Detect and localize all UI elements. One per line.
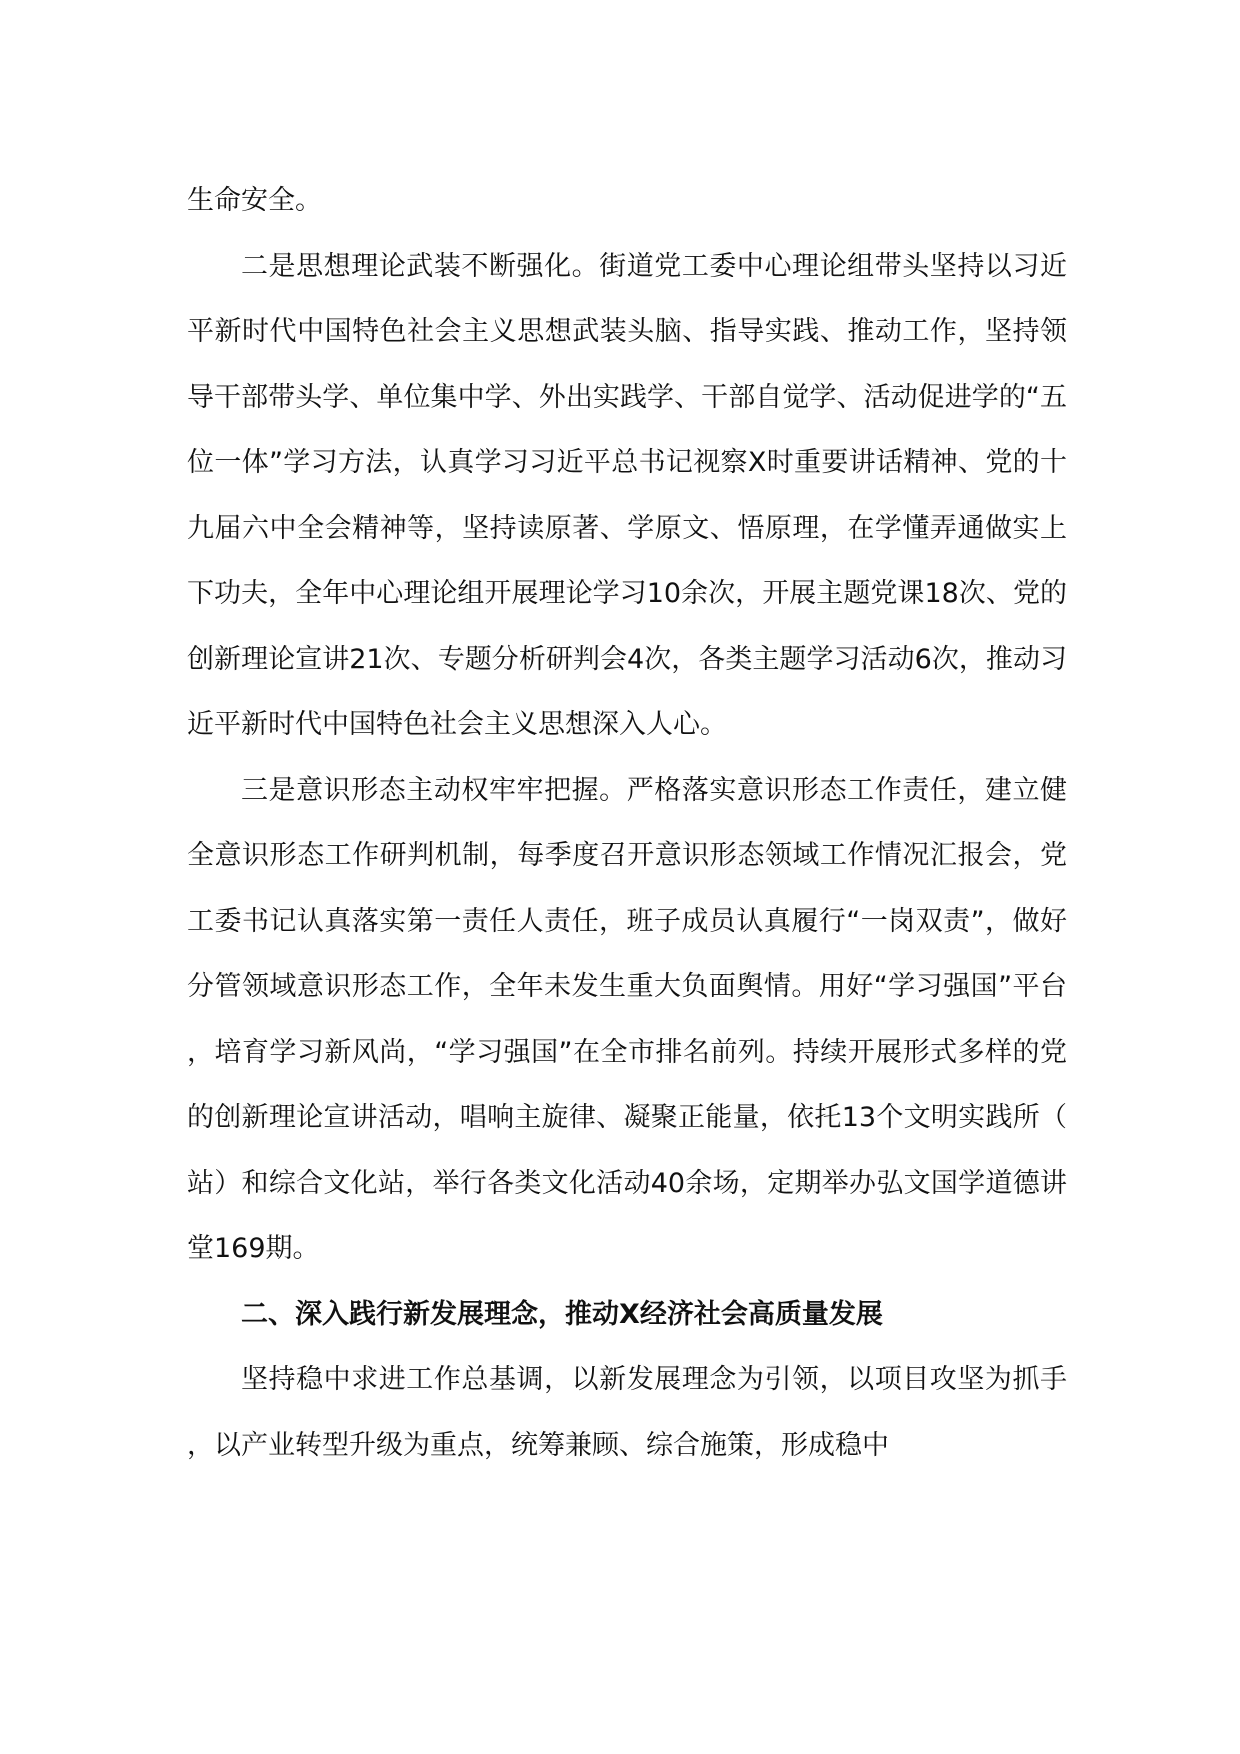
paragraph-ideology: 三是意识形态主动权牢牢把握。严格落实意识形态工作责任，建立健全意识形态工作研判机制，每季度召开意识形态领域工作情况汇报会，党工委书记认真落实第一责任人责任，班子成员认真履行“一岗双责”，做好分管领域意识形态工作，全年未发生重大负面舆情。用好“学习强国”平台，培育学习新风尚，“学习强国”在全市排名前列。持续开展形式多样的党的创新理论宣讲活动，唱响主旋律、凝聚正能量，依托13个文明实践所（站）和综合文化站，举行各类文化活动40余场，定期举办弘文国学道德讲堂169期。 <box>187 774 1067 1264</box>
paragraph-continuation: 生命安全。 <box>187 185 322 216</box>
paragraph-theory-study: 二是思想理论武装不断强化。街道党工委中心理论组带头坚持以习近平新时代中国特色社会主义思想武装头脑、指导实践、推动工作，坚持领导干部带头学、单位集中学、外出实践学、干部自觉学、活动促进学的“五位一体”学习方法，认真学习习近平总书记视察X时重要讲话精神、党的十九届六中全会精神等，坚持读原著、学原文、悟原理，在学懂弄通做实上下功夫，全年中心理论组开展理论学习10余次，开展主题党课18次、党的创新理论宣讲21次、专题分析研判会4次，各类主题学习活动6次，推动习近平新时代中国特色社会主义思想深入人心。 <box>187 250 1067 740</box>
section-heading: 二、深入践行新发展理念，推动X经济社会高质量发展 <box>241 1298 883 1330</box>
paragraph-development: 坚持稳中求进工作总基调，以新发展理念为引领，以项目攻坚为抓手，以产业转型升级为重点，统筹兼顾、综合施策，形成稳中 <box>187 1364 1067 1461</box>
document-body <box>187 168 1067 1478</box>
